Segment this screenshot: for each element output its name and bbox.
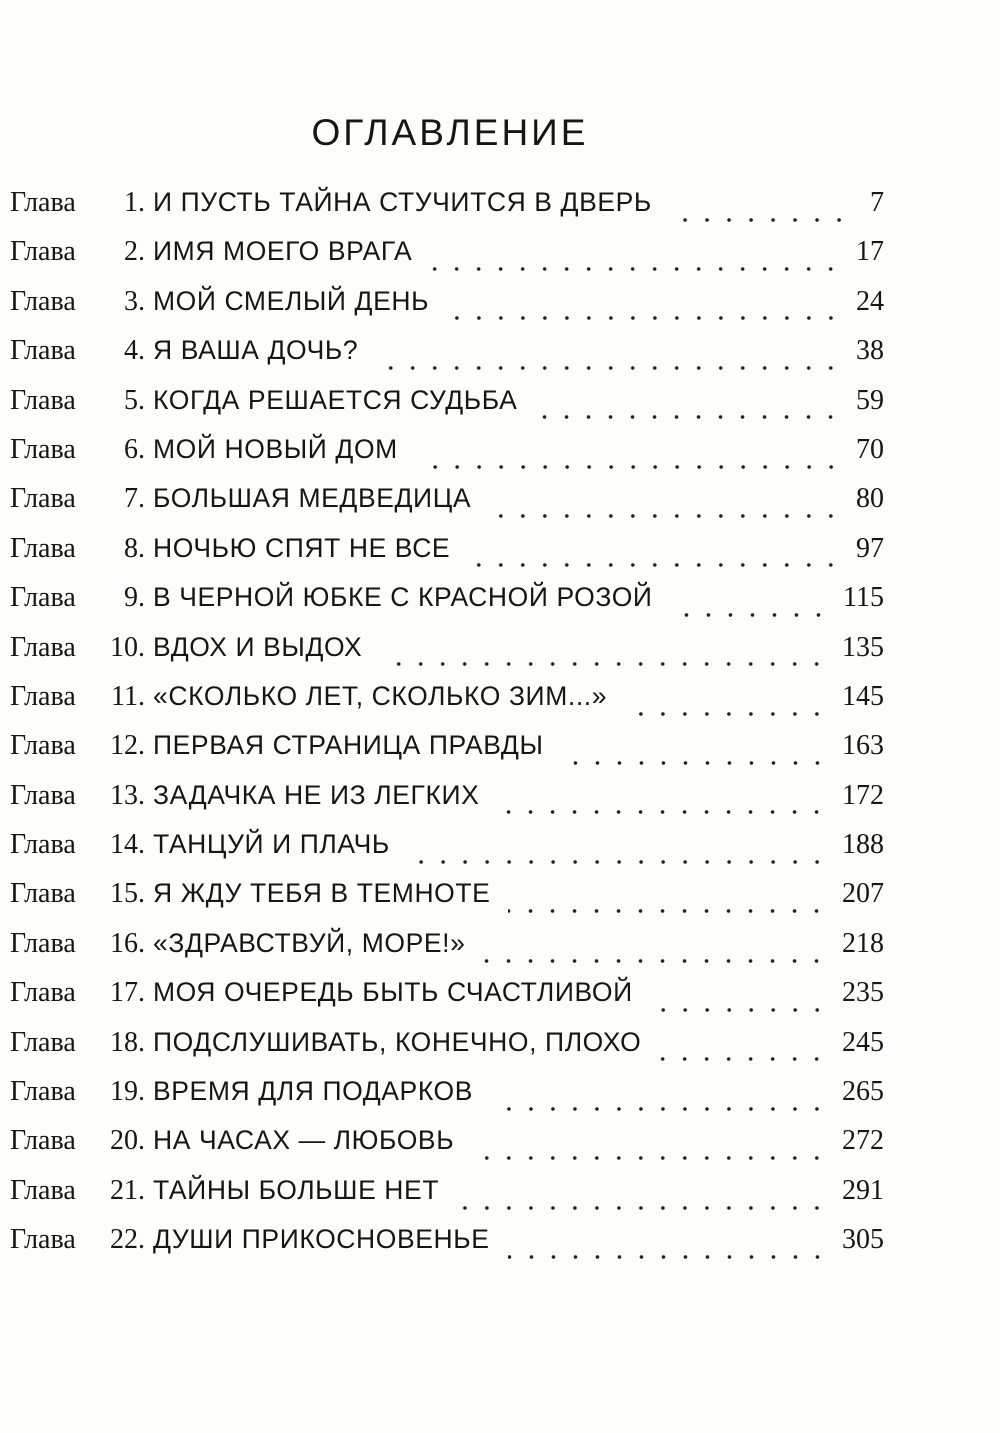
- chapter-title: МОЯ ОЧЕРЕДЬ БЫТЬ СЧАСТЛИВОЙ: [153, 977, 633, 1008]
- page-number: 291: [842, 1174, 884, 1206]
- chapter-title: БОЛЬШАЯ МЕДВЕДИЦА: [153, 483, 472, 514]
- dot-leader: [625, 711, 828, 717]
- page-number: 145: [842, 680, 884, 712]
- chapter-word: Глава: [10, 730, 76, 762]
- chapter-word: Глава: [10, 483, 76, 515]
- chapter-number-period: .: [138, 1076, 145, 1108]
- toc-entry: [10, 632, 884, 681]
- dot-leader: [671, 612, 829, 618]
- chapter-title: «ЗДРАВСТВУЙ, МОРЕ!»: [153, 927, 466, 958]
- chapter-number: 2: [124, 236, 138, 268]
- page-number: 188: [842, 829, 884, 861]
- chapter-number: 5: [124, 384, 138, 416]
- dot-leader: [651, 1007, 828, 1013]
- page-number: 305: [842, 1224, 884, 1256]
- chapter-title: Я ЖДУ ТЕБЯ В ТЕМНОТЕ: [153, 878, 491, 909]
- dot-leader: [508, 908, 828, 914]
- chapter-title: «СКОЛЬКО ЛЕТ, СКОЛЬКО ЗИМ...»: [153, 680, 608, 711]
- chapter-number-period: .: [138, 631, 145, 663]
- chapter-word: Глава: [10, 829, 76, 861]
- dot-leader: [376, 365, 842, 371]
- chapter-word: Глава: [10, 927, 76, 959]
- chapter-number-period: .: [138, 730, 145, 762]
- dot-leader: [489, 513, 842, 519]
- chapter-word: Глава: [10, 977, 76, 1009]
- chapter-number: 11: [111, 680, 138, 712]
- chapter-number: 8: [124, 532, 138, 564]
- chapter-number: 3: [124, 285, 138, 317]
- page-title: ОГЛАВЛЕНИЕ: [311, 112, 589, 153]
- dot-leader: [562, 760, 828, 766]
- chapter-number-period: .: [138, 878, 145, 910]
- chapter-number-period: .: [138, 433, 145, 465]
- chapter-number-period: .: [138, 187, 145, 218]
- chapter-title: ВДОХ И ВЫДОХ: [153, 631, 363, 662]
- chapter-title: ДУШИ ПРИКОСНОВЕНЬЕ: [153, 1224, 490, 1255]
- dot-leader: [447, 315, 842, 321]
- chapter-title: В ЧЕРНОЙ ЮБКЕ С КРАСНОЙ РОЗОЙ: [153, 582, 653, 613]
- chapter-number-period: .: [138, 1174, 145, 1206]
- chapter-number: 15: [110, 878, 138, 910]
- chapter-number-period: .: [138, 582, 145, 614]
- page-number: 172: [842, 779, 884, 811]
- toc-entry: [10, 1125, 884, 1174]
- page-number: 235: [842, 977, 884, 1009]
- chapter-title: НОЧЬЮ СПЯТ НЕ ВСЕ: [153, 532, 451, 563]
- toc-entry: [10, 730, 884, 779]
- chapter-number: 4: [124, 335, 138, 367]
- page-number: 59: [856, 384, 884, 416]
- chapter-number: 19: [110, 1076, 138, 1108]
- chapter-word: Глава: [10, 187, 76, 218]
- chapter-number-period: .: [138, 236, 145, 268]
- dot-leader: [430, 266, 842, 272]
- chapter-number: 7: [124, 483, 138, 515]
- chapter-word: Глава: [10, 1174, 76, 1206]
- dot-leader: [659, 1056, 828, 1062]
- chapter-word: Глава: [10, 236, 76, 268]
- chapter-title: ИМЯ МОЕГО ВРАГА: [153, 236, 413, 267]
- dot-leader: [497, 809, 828, 815]
- chapter-number-period: .: [138, 1026, 145, 1058]
- chapter-title: МОЙ СМЕЛЫЙ ДЕНЬ: [153, 285, 430, 316]
- toc-entry: [10, 878, 884, 927]
- dot-leader: [380, 661, 828, 667]
- dot-leader: [408, 859, 828, 865]
- chapter-number-period: .: [138, 1224, 145, 1256]
- chapter-title: ВРЕМЯ ДЛЯ ПОДАРКОВ: [153, 1076, 474, 1107]
- page-number: 70: [856, 433, 884, 465]
- dot-leader: [472, 1155, 828, 1161]
- chapter-title: МОЙ НОВЫЙ ДОМ: [153, 433, 398, 464]
- dot-leader: [483, 958, 828, 964]
- page-number: 80: [856, 483, 884, 515]
- chapter-number: 12: [110, 730, 138, 762]
- toc-entry: [10, 533, 884, 582]
- page-number: 7: [870, 187, 884, 218]
- chapter-number: 18: [110, 1026, 138, 1058]
- chapter-number: 9: [124, 582, 138, 614]
- page-number: 207: [842, 878, 884, 910]
- chapter-title: И ПУСТЬ ТАЙНА СТУЧИТСЯ В ДВЕРЬ: [153, 187, 652, 217]
- chapter-word: Глава: [10, 384, 76, 416]
- chapter-title: НА ЧАСАХ — ЛЮБОВЬ: [153, 1125, 455, 1156]
- chapter-title: ЗАДАЧКА НЕ ИЗ ЛЕГКИХ: [153, 779, 480, 810]
- toc-entry: [10, 977, 884, 1026]
- toc-entry: [10, 780, 884, 829]
- dot-leader: [416, 464, 842, 470]
- page-number: 272: [842, 1125, 884, 1157]
- page-number: 135: [842, 631, 884, 663]
- chapter-number: 1: [124, 187, 138, 218]
- chapter-number: 6: [124, 433, 138, 465]
- chapter-title: ТАНЦУЙ И ПЛАЧЬ: [153, 829, 390, 860]
- chapter-title: ПОДСЛУШИВАТЬ, КОНЕЧНО, ПЛОХО: [153, 1026, 642, 1057]
- toc-entry: [10, 483, 884, 532]
- chapter-number: 16: [110, 927, 138, 959]
- toc-entry: [10, 681, 884, 730]
- chapter-number-period: .: [138, 483, 145, 515]
- chapter-number: 13: [110, 779, 138, 811]
- chapter-word: Глава: [10, 285, 76, 317]
- toc-entry: [10, 236, 884, 285]
- chapter-title: ТАЙНЫ БОЛЬШЕ НЕТ: [153, 1174, 440, 1205]
- chapter-number: 21: [110, 1174, 138, 1206]
- chapter-number-period: .: [138, 829, 145, 861]
- toc-entry: [10, 582, 884, 631]
- chapter-title: КОГДА РЕШАЕТСЯ СУДЬБА: [153, 384, 518, 415]
- chapter-number: 17: [110, 977, 138, 1009]
- chapter-number-period: .: [138, 384, 145, 416]
- toc-entry: [10, 1076, 884, 1125]
- page-number: 17: [856, 236, 884, 268]
- chapter-number-period: .: [138, 532, 145, 564]
- chapter-word: Глава: [10, 1224, 76, 1256]
- dot-leader: [535, 414, 842, 420]
- toc-entry: [10, 434, 884, 483]
- toc-entry: [10, 1175, 884, 1224]
- chapter-number-period: .: [138, 779, 145, 811]
- dot-leader: [491, 1106, 828, 1112]
- page-number: 24: [856, 285, 884, 317]
- page-number: 265: [842, 1076, 884, 1108]
- toc-entry: [10, 335, 884, 384]
- page-number: 218: [842, 927, 884, 959]
- toc-entry: [10, 385, 884, 434]
- chapter-word: Глава: [10, 1026, 76, 1058]
- chapter-number: 20: [110, 1125, 138, 1157]
- chapter-number: 22: [110, 1224, 138, 1256]
- dot-leader: [457, 1205, 828, 1211]
- dot-leader: [670, 217, 850, 223]
- page-number: 163: [842, 730, 884, 762]
- chapter-word: Глава: [10, 631, 76, 663]
- toc-entry: [10, 928, 884, 977]
- table-of-contents: [10, 187, 884, 1274]
- chapter-title: ПЕРВАЯ СТРАНИЦА ПРАВДЫ: [153, 730, 544, 761]
- toc-entry: [10, 286, 884, 335]
- chapter-number: 14: [110, 829, 138, 861]
- chapter-word: Глава: [10, 532, 76, 564]
- chapter-word: Глава: [10, 335, 76, 367]
- chapter-title: Я ВАША ДОЧЬ?: [153, 335, 359, 366]
- page-number: 97: [856, 532, 884, 564]
- chapter-word: Глава: [10, 582, 76, 614]
- toc-entry: [10, 1224, 884, 1273]
- chapter-word: Глава: [10, 878, 76, 910]
- chapter-word: Глава: [10, 680, 76, 712]
- chapter-number-period: .: [138, 977, 145, 1009]
- chapter-number-period: .: [138, 335, 145, 367]
- toc-entry: [10, 187, 884, 236]
- toc-entry: [10, 1027, 884, 1076]
- chapter-word: Глава: [10, 1125, 76, 1157]
- dot-leader: [508, 1254, 828, 1260]
- chapter-number-period: .: [138, 680, 145, 712]
- chapter-word: Глава: [10, 433, 76, 465]
- toc-entry: [10, 829, 884, 878]
- page-number: 245: [842, 1026, 884, 1058]
- dot-leader: [468, 562, 842, 568]
- page-number: 115: [843, 582, 884, 614]
- page-number: 38: [856, 335, 884, 367]
- chapter-word: Глава: [10, 779, 76, 811]
- chapter-number-period: .: [138, 285, 145, 317]
- chapter-number-period: .: [138, 1125, 145, 1157]
- chapter-number: 10: [110, 631, 138, 663]
- chapter-word: Глава: [10, 1076, 76, 1108]
- chapter-number-period: .: [138, 927, 145, 959]
